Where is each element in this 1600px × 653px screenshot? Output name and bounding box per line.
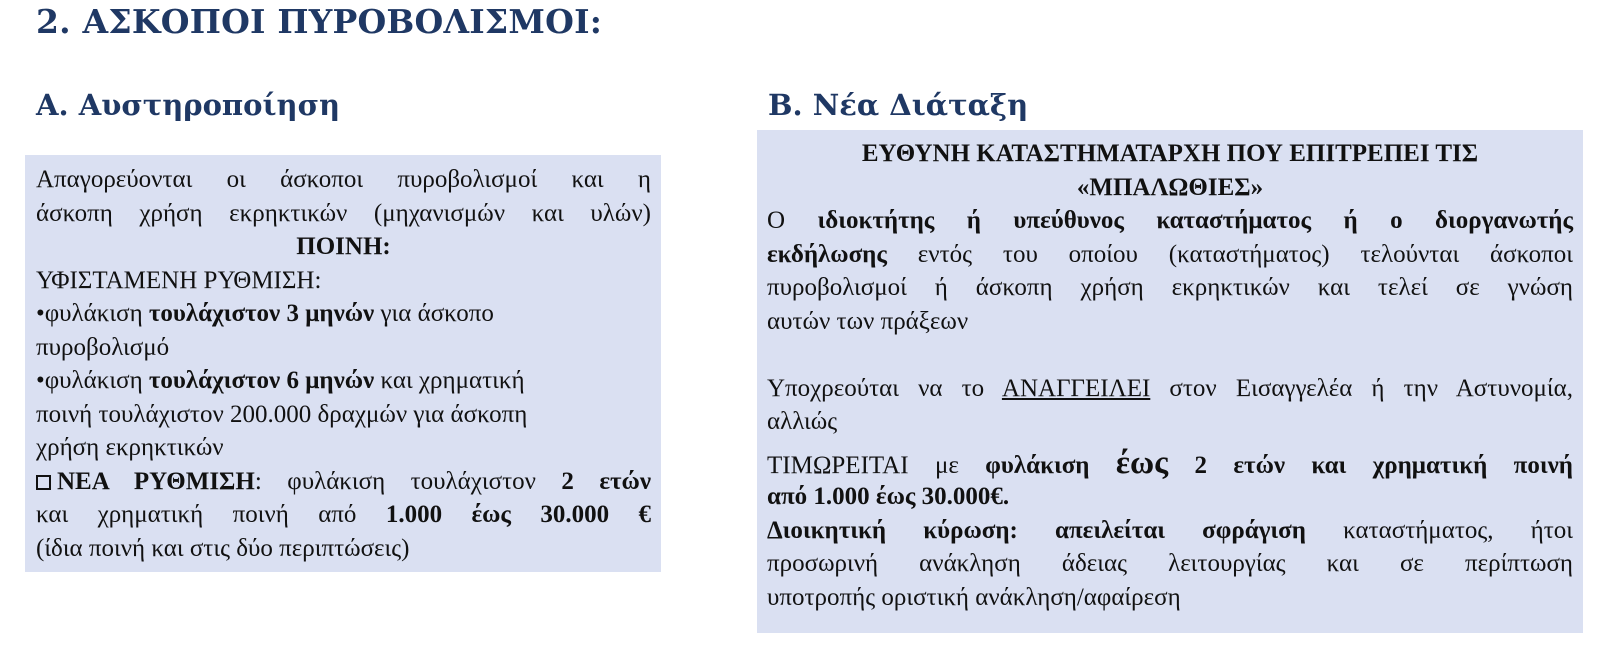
paragraph-line: Ο ιδιοκτήτης ή υπεύθυνος καταστήματος ή ο διοργανωτής <box>767 207 1573 234</box>
box-heading-line: ΕΥΘΥΝΗ ΚΑΤΑΣΤΗΜΑΤΑΡΧΗ ΠΟΥ ΕΠΙΤΡΕΠΕΙ ΤΙΣ <box>861 140 1479 167</box>
new-rule-line: και χρηματική ποινή από 1.000 έως 30.000 € <box>36 501 651 528</box>
paragraph-line: αυτών των πράξεων <box>767 307 969 335</box>
page-title: 2. ΑΣΚΟΠΟΙ ΠΥΡΟΒΟΛΙΣΜΟΙ: <box>36 2 603 41</box>
bullet-item-cont: πυροβολισμό <box>36 333 170 361</box>
existing-rule-label: ΥΦΙΣΤΑΜΕΝΗ ΡΥΘΜΙΣΗ: <box>36 266 322 294</box>
bullet-item-cont: ποινή τουλάχιστον 200.000 δραχμών για άσκοπη <box>36 400 528 428</box>
paragraph-line: υποτροπής οριστική ανάκληση/αφαίρεση <box>767 583 1181 611</box>
penalty-label: ΠΟΙΝΗ: <box>296 233 391 260</box>
section-b-heading: Β. Νέα Διάταξη <box>768 88 1029 122</box>
paragraph-line: Διοικητική κύρωση: απειλείται σφράγιση καταστήματος, ήτοι <box>767 516 1573 544</box>
box-heading-line: «ΜΠΑΛΩΘΙΕΣ» <box>1076 173 1264 201</box>
paragraph-line: άσκοπη χρήση εκρηκτικών (μηχανισμών και υλών) <box>36 199 651 227</box>
paragraph-line: προσωρινή ανάκληση άδειας λειτουργίας και σε περίπτωση <box>767 550 1573 577</box>
section-a-box <box>25 155 661 572</box>
bullet-item: •φυλάκιση τουλάχιστον 3 μηνών για άσκοπο <box>36 300 494 327</box>
bullet-item-cont: χρήση εκρηκτικών <box>36 434 224 461</box>
paragraph-line: Υποχρεούται να το ΑΝΑΓΓΕΙΛΕΙ στον Εισαγγελέα ή την Αστυνομία, <box>767 374 1573 402</box>
paragraph-line: αλλιώς <box>767 408 838 435</box>
checkbox-icon <box>36 475 51 490</box>
bullet-item: •φυλάκιση τουλάχιστον 6 μηνών και χρηματική <box>36 367 525 394</box>
paragraph-line: από 1.000 έως 30.000€. <box>767 483 1010 510</box>
section-a-heading: Α. Αυστηροποίηση <box>36 88 341 122</box>
new-rule-line: (ίδια ποινή και στις δύο περιπτώσεις) <box>36 534 410 562</box>
section-b-box <box>757 130 1583 633</box>
paragraph-line: εκδήλωσης εντός του οποίου (καταστήματος) τελούνται άσκοποι <box>767 240 1573 268</box>
paragraph-line: Απαγορεύονται οι άσκοποι πυροβολισμοί και η <box>36 166 651 193</box>
paragraph-line: πυροβολισμοί ή άσκοπη χρήση εκρηκτικών και τελεί σε γνώση <box>767 274 1573 301</box>
paragraph-line: ΤΙΜΩΡΕΙΤΑΙ με φυλάκιση έως 2 ετών και χρηματική ποινή <box>767 444 1573 481</box>
new-rule-line: ΝΕΑ ΡΥΘΜΙΣΗ: φυλάκιση τουλάχιστον 2 ετών <box>36 465 651 499</box>
